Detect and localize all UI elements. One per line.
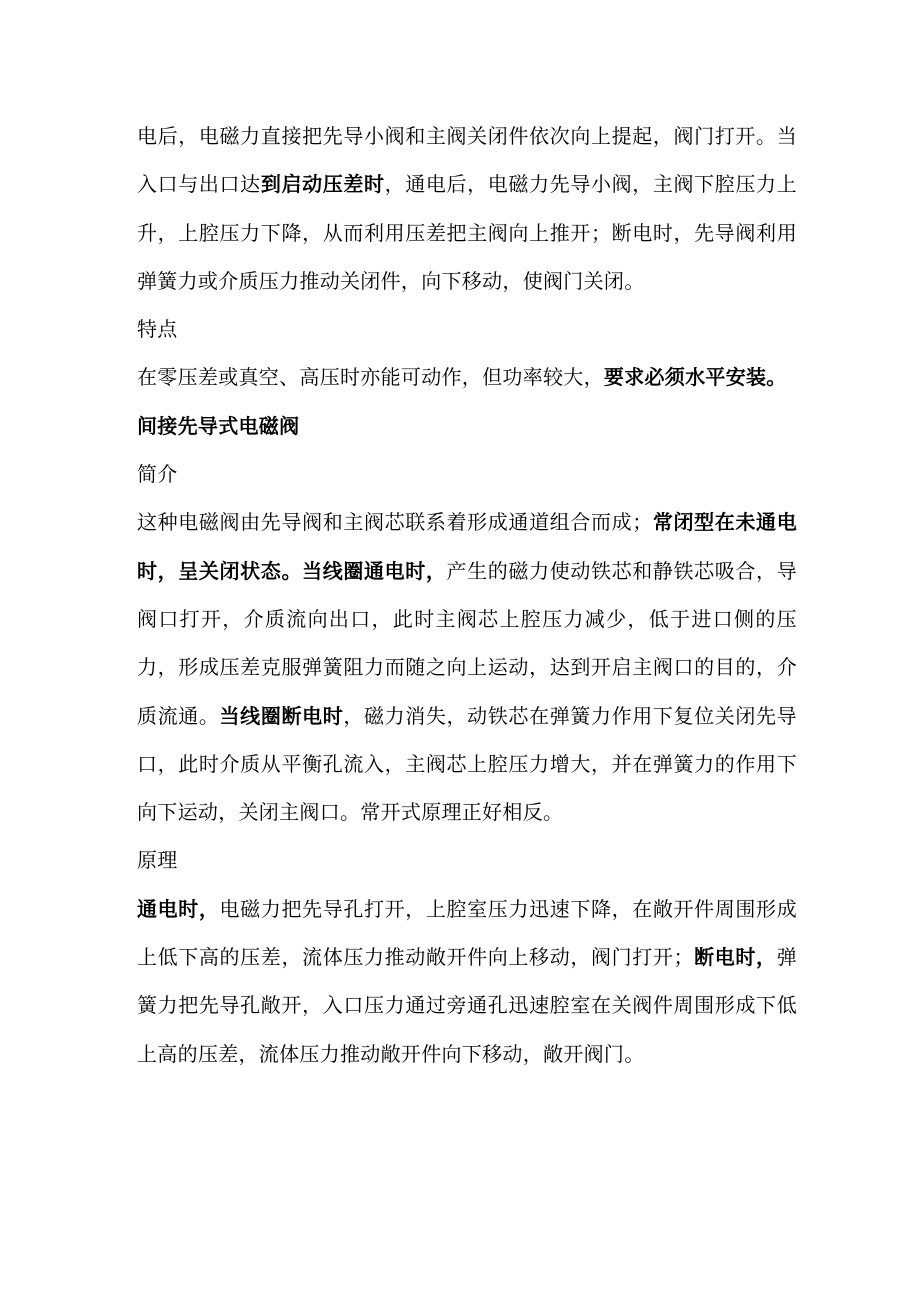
paragraph-principle [137, 885, 797, 1078]
paragraph-features [137, 353, 797, 401]
bold-text-run: 常闭型在未通电时，呈关闭状态。当线圈通电时， [137, 510, 797, 583]
text-run: ，磁力消失，动铁芯在弹簧力作用下复位关闭先导口，此时介质从平衡孔流入，主阀芯上腔压力增大，并在弹簧力的作用下向下运动，关闭主阀口。常开式原理正好相反。 [137, 703, 797, 825]
text-run: 弹簧力把先导孔敞开，入口压力通过旁通孔迅速腔室在关阀件周围形成下低上高的压差，流体压力推动敞开件向下移动，敞开阀门。 [137, 945, 797, 1066]
text-run: 简介 [137, 462, 178, 487]
subheading-introduction [137, 450, 797, 498]
bold-text-run: 到启动压差时 [260, 172, 385, 197]
document-page [137, 112, 797, 1078]
section-heading-indirect-pilot [137, 402, 797, 450]
text-run: 这种电磁阀由先导阀和主阀芯联系着形成通道组合而成； [137, 510, 653, 535]
bold-text-run: 当线圈断电时 [219, 703, 344, 728]
text-run: 原理 [137, 848, 178, 873]
text-run: 电磁力把先导孔打开，上腔室压力迅速下降，在敞开件周围形成上低下高的压差，流体压力推动敞开件向上移动，阀门打开； [137, 896, 797, 970]
text-run: 当入口与出口达 [137, 124, 797, 197]
bold-text-run: 断电时， [693, 945, 777, 970]
text-run: 在零压差或真空、高压时亦能可动作，但功率较大， [137, 365, 604, 390]
text-run: 产生的磁力使动铁芯和静铁芯吸合，导阀口打开，介质流向出口，此时主阀芯上腔压力减少，低于进口侧的压力，形成压差克服弹簧阻力而随之向上运动，达到开启主阀口的目的，介质流通。 [137, 558, 797, 728]
subheading-features [137, 305, 797, 353]
text-run: 电后，电磁力直接把先导小阀和主阀关闭件依次向上提起，阀门打开。 [137, 124, 777, 148]
text-run: 特点 [137, 317, 178, 342]
bold-text-run: 间接先导式电磁阀 [137, 413, 300, 438]
bold-text-run: 要求必须水平安装。 [603, 365, 787, 390]
text-run: ，通电后，电磁力先导小阀，主阀下腔压力上升，上腔压力下降，从而利用压差把主阀向上推开；断电时，先导阀利用弹簧力或介质压力推动关闭件，向下移动，使阀门关闭。 [137, 172, 797, 293]
bold-text-run: 通电时， [137, 896, 220, 921]
subheading-principle [137, 836, 797, 884]
paragraph-introduction [137, 498, 797, 836]
paragraph-direct-acting-principle [137, 112, 797, 305]
